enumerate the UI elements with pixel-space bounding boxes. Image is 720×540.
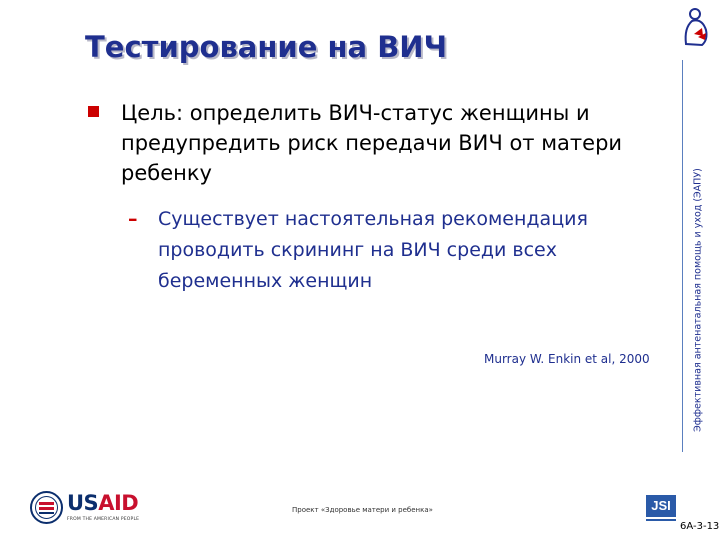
usaid-seal-icon <box>30 491 63 524</box>
citation: Murray W. Enkin et al, 2000 <box>484 352 650 366</box>
square-bullet-icon <box>88 106 99 117</box>
usaid-word-us: US <box>67 491 99 515</box>
slide-title: Тестирование на ВИЧ <box>85 30 448 64</box>
jsi-underline <box>646 519 676 521</box>
usaid-wordmark <box>67 491 138 515</box>
usaid-word-aid: AID <box>98 491 139 515</box>
usaid-logo <box>30 491 150 525</box>
mother-child-logo-icon <box>672 4 718 50</box>
side-divider <box>682 60 683 452</box>
bullet-main-text: Цель: определить ВИЧ-статус женщины и предупредить риск передачи ВИЧ от матери ребенку <box>121 101 623 185</box>
footer-project: Проект «Здоровье матери и ребенка» <box>292 506 433 514</box>
slide-number: 6A-3-13 <box>680 521 720 532</box>
jsi-logo: JSI <box>646 495 676 517</box>
bullet-sub-text: Существует настоятельная рекомендация проводить скрининг на ВИЧ среди всех беременных женщин <box>158 208 588 292</box>
bullet-sub <box>128 204 608 297</box>
bullet-main <box>88 98 648 188</box>
usaid-tagline: FROM THE AMERICAN PEOPLE <box>67 517 140 522</box>
side-label: Эффективная антенатальная помощь и уход (ЭАПУ) <box>692 168 704 432</box>
dash-bullet-icon: – <box>128 208 138 230</box>
